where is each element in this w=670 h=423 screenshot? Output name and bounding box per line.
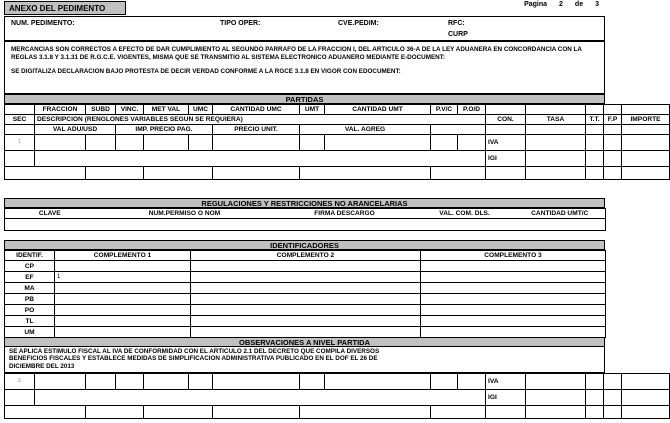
regulaciones-data-row <box>5 219 606 231</box>
partidas-cell-extra-2[interactable] <box>431 167 486 180</box>
observaciones-contrib-iva: IVA <box>486 374 526 390</box>
header-precio-unit: PRECIO UNIT. <box>213 125 300 135</box>
identificadores-identif-cell[interactable]: CP <box>5 261 55 272</box>
header-con: CON. <box>486 115 526 125</box>
header-clave: CLAVE <box>5 209 95 219</box>
obs-cell-pvc[interactable] <box>431 374 458 390</box>
regulaciones-header-row <box>5 209 606 219</box>
page-indicator <box>524 1 599 8</box>
obs-cell-vinc[interactable] <box>116 374 144 390</box>
partidas-data-row-iva <box>5 135 670 151</box>
obs-cell-pod[interactable] <box>458 374 486 390</box>
obs-cell-imp-precio[interactable] <box>86 406 144 419</box>
partidas-table <box>4 104 670 180</box>
partidas-cell-val-adu[interactable] <box>5 167 86 180</box>
partidas-blank-tt-1 <box>586 105 604 115</box>
obs-cell-umt[interactable] <box>300 374 325 390</box>
label-rfc: RFC: <box>448 20 465 27</box>
partidas-blank-fp-3 <box>604 125 622 135</box>
identificadores-section <box>4 240 605 338</box>
header-num-permiso: NUM.PERMISO O NOM <box>95 209 275 219</box>
table-row <box>5 327 606 338</box>
observaciones-values-row <box>5 406 670 419</box>
identificadores-complemento-3-cell[interactable] <box>421 294 606 305</box>
obs-cell-fp-iva[interactable] <box>604 374 622 390</box>
partidas-cell-fp-igi[interactable] <box>604 151 622 167</box>
identificadores-complemento-1-cell[interactable] <box>55 294 191 305</box>
partidas-cell-tt-6[interactable] <box>586 167 604 180</box>
header-val-agreg: VAL. AGREG <box>300 125 431 135</box>
observaciones-line-1: SE APLICA ESTIMULO FISCAL AL IVA DE CONFORMIDAD CON EL ARTICULO 2.1 DEL DECRETO QUE COMPILA DIVERSOS <box>9 348 380 355</box>
header-val-com-dls: VAL. COM. DLS. <box>415 209 515 219</box>
page-label: Pagina <box>524 1 548 8</box>
partidas-cell-tasa-igi[interactable] <box>526 151 586 167</box>
obs-cell-tt[interactable] <box>586 406 604 419</box>
identificadores-complemento-1-cell[interactable] <box>55 327 191 338</box>
identificadores-complemento-3-cell[interactable] <box>421 261 606 272</box>
partidas-cell-cantidad-umc[interactable] <box>213 135 300 151</box>
partidas-cell-cantidad-umt[interactable] <box>325 135 431 151</box>
pedimento-header-box <box>4 16 605 41</box>
partidas-cell-extra-1[interactable] <box>300 167 431 180</box>
obs-cell-fraccion[interactable] <box>35 374 86 390</box>
table-row <box>5 272 606 283</box>
partidas-sec-spacer <box>5 105 35 115</box>
partidas-blank-con-1 <box>486 105 526 115</box>
observaciones-text-box <box>4 347 605 373</box>
header-complemento-1: COMPLEMENTO 1 <box>55 251 191 261</box>
obs-cell-metval[interactable] <box>144 374 189 390</box>
label-num-pedimento: NUM. PEDIMENTO: <box>11 20 75 27</box>
identificadores-identif-cell[interactable]: UM <box>5 327 55 338</box>
partidas-sec-blank-3 <box>5 125 35 135</box>
partidas-cell-pvc[interactable] <box>431 135 458 151</box>
header-pod: P.O/D <box>458 105 486 115</box>
partidas-cell-fp-iva[interactable] <box>604 135 622 151</box>
identificadores-complemento-1-cell[interactable] <box>55 305 191 316</box>
obs-cell-importe-igi[interactable] <box>622 390 670 406</box>
partidas-blank-fp-1 <box>604 105 622 115</box>
identificadores-identif-cell[interactable]: TL <box>5 316 55 327</box>
partidas-cell-descripcion[interactable] <box>35 151 486 167</box>
partidas-header-row-3 <box>5 125 670 135</box>
header-tt: T.T. <box>586 115 604 125</box>
identificadores-table <box>4 250 606 338</box>
table-row <box>5 316 606 327</box>
partidas-cell-pod[interactable] <box>458 135 486 151</box>
partidas-cell-metval[interactable] <box>144 135 189 151</box>
top-strip <box>0 0 609 16</box>
obs-cell-tt-igi[interactable] <box>586 390 604 406</box>
identificadores-complemento-1-cell[interactable] <box>55 261 191 272</box>
observaciones-section <box>4 337 605 419</box>
partidas-cell-tasa-iva[interactable] <box>526 135 586 151</box>
partidas-blank-con-3 <box>486 125 526 135</box>
partidas-header-row-2 <box>5 115 670 125</box>
partidas-blank-tt-3 <box>586 125 604 135</box>
identificadores-complemento-1-cell[interactable] <box>55 316 191 327</box>
header-cantidad-umtc: CANTIDAD UMT/C <box>515 209 606 219</box>
regulaciones-section <box>4 198 605 231</box>
partidas-blank-row3-a <box>431 125 486 135</box>
obs-cell-tasa[interactable] <box>526 406 586 419</box>
partidas-blank-tasa-3 <box>526 125 586 135</box>
observaciones-band-title: OBSERVACIONES A NIVEL PARTIDA <box>4 337 605 347</box>
partidas-band-title: PARTIDAS <box>4 94 605 104</box>
table-row <box>5 261 606 272</box>
identificadores-complemento-2-cell[interactable] <box>191 272 421 283</box>
regulaciones-data-cell[interactable] <box>5 219 606 231</box>
observaciones-sec-value: 2 <box>5 374 35 390</box>
obs-cell-extra-1[interactable] <box>300 406 431 419</box>
header-cantidad-umc: CANTIDAD UMC <box>213 105 300 115</box>
identificadores-complemento-3-cell[interactable] <box>421 327 606 338</box>
label-curp: CURP <box>448 31 468 38</box>
identificadores-complemento-1-cell[interactable] <box>55 283 191 294</box>
observaciones-table <box>4 373 670 419</box>
partidas-cell-vinc[interactable] <box>116 135 144 151</box>
header-descripcion: DESCRIPCION (RENGLONES VARIABLES SEGUN SE REQUIERA) <box>35 115 486 125</box>
header-complemento-2: COMPLEMENTO 2 <box>191 251 421 261</box>
obs-cell-importe-iva[interactable] <box>622 374 670 390</box>
header-importe: IMPORTE <box>622 115 670 125</box>
header-subd: SUBD <box>86 105 116 115</box>
identificadores-complemento-3-cell[interactable] <box>421 305 606 316</box>
regulaciones-table <box>4 208 606 231</box>
partidas-cell-umc[interactable] <box>189 135 213 151</box>
identificadores-body <box>5 261 606 338</box>
header-vinc: VINC. <box>116 105 144 115</box>
header-sec: SEC <box>5 115 35 125</box>
partidas-cell-tt-iva[interactable] <box>586 135 604 151</box>
obs-cell-umc[interactable] <box>189 374 213 390</box>
identificadores-complemento-2-cell[interactable] <box>191 294 421 305</box>
partidas-contrib-iva: IVA <box>486 135 526 151</box>
obs-cell-tt-iva[interactable] <box>586 374 604 390</box>
document-title: ANEXO DEL PEDIMENTO <box>4 1 126 15</box>
header-identif: IDENTIF. <box>5 251 55 261</box>
identificadores-complemento-2-cell[interactable] <box>191 316 421 327</box>
identificadores-identif-cell[interactable]: MA <box>5 283 55 294</box>
identificadores-complemento-3-cell[interactable] <box>421 283 606 294</box>
identificadores-identif-cell[interactable]: PO <box>5 305 55 316</box>
partidas-cell-importe-6[interactable] <box>622 167 670 180</box>
obs-cell-descripcion[interactable] <box>35 390 486 406</box>
header-cantidad-umt: CANTIDAD UMT <box>325 105 431 115</box>
legal-paragraph-1: MERCANCIAS SON CORRECTOS A EFECTO DE DAR CUMPLIMIENTO AL SEGUNDO PARRAFO DE LA FRACCION I, DEL ARTICULO 36-A DE LA LEY ADUANERA EN CONCORDANCIA CON LA REGLAS 3.1.8 Y 3.1.31 DE R.G.C.E. VIGENTES, MISMA QUE SE TRANSMITIO AL SISTEMA ELECTRONICO ADUANERO MEDIANTE E-DOCUMENT: <box>11 46 582 61</box>
regulaciones-band-title: REGULACIONES Y RESTRICCIONES NO ARANCELARIAS <box>4 198 605 208</box>
partidas-cell-umt[interactable] <box>300 135 325 151</box>
identificadores-header-row <box>5 251 606 261</box>
identificadores-complemento-2-cell[interactable] <box>191 327 421 338</box>
obs-cell-extra-2[interactable] <box>431 406 486 419</box>
identificadores-complemento-3-cell[interactable] <box>421 316 606 327</box>
obs-cell-tasa-igi[interactable] <box>526 390 586 406</box>
page-number: 2 <box>559 1 563 8</box>
header-tasa: TASA <box>526 115 586 125</box>
obs-cell-tasa-iva[interactable] <box>526 374 586 390</box>
partidas-cell-fraccion[interactable] <box>35 135 86 151</box>
partidas-cell-tt-igi[interactable] <box>586 151 604 167</box>
header-umt: UMT <box>300 105 325 115</box>
identificadores-identif-cell[interactable]: PB <box>5 294 55 305</box>
partidas-sec-value: 1 <box>5 135 35 151</box>
partidas-blank-importe-3 <box>622 125 670 135</box>
header-complemento-3: COMPLEMENTO 3 <box>421 251 606 261</box>
partidas-sec-blank-5 <box>5 151 35 167</box>
observaciones-line-2: BENEFICIOS FISCALES Y ESTABLECE MEDIDAS DE SIMPLIFICACION ADMINISTRATIVA PUBLICADO EN EL DOF EL 26 DE <box>9 355 378 363</box>
identificadores-complemento-2-cell[interactable] <box>191 305 421 316</box>
legal-notice-box <box>4 41 605 94</box>
partidas-cell-tasa-6[interactable] <box>526 167 586 180</box>
obs-cell-con[interactable] <box>486 406 526 419</box>
identificadores-identif-cell[interactable]: EF <box>5 272 55 283</box>
obs-cell-cantidad-umc[interactable] <box>213 374 300 390</box>
partidas-cell-importe-igi[interactable] <box>622 151 670 167</box>
identificadores-complemento-2-cell[interactable] <box>191 261 421 272</box>
partidas-section <box>4 94 661 180</box>
obs-cell-fp-igi[interactable] <box>604 390 622 406</box>
partidas-blank-importe-1 <box>622 105 670 115</box>
identificadores-band-title: IDENTIFICADORES <box>4 240 605 250</box>
table-row <box>5 294 606 305</box>
header-val-adu-usd: VAL ADU/USD <box>35 125 116 135</box>
header-pvc: P.V/C <box>431 105 458 115</box>
partidas-cell-precio-unit[interactable] <box>144 167 213 180</box>
page-total: 3 <box>595 1 599 8</box>
obs-cell-cantidad-umt[interactable] <box>325 374 431 390</box>
header-firma-descargo: FIRMA DESCARGO <box>275 209 415 219</box>
partidas-values-row <box>5 167 670 180</box>
label-tipo-oper: TIPO OPER: <box>220 20 261 27</box>
table-row <box>5 283 606 294</box>
identificadores-complemento-3-cell[interactable] <box>421 272 606 283</box>
partidas-cell-val-agreg[interactable] <box>213 167 300 180</box>
partidas-contrib-igi: IGI <box>486 151 526 167</box>
obs-cell-val-adu[interactable] <box>5 406 86 419</box>
label-cve-pedim: CVE.PEDIM: <box>338 20 379 27</box>
obs-cell-subd[interactable] <box>86 374 116 390</box>
partidas-cell-imp-precio[interactable] <box>86 167 144 180</box>
partidas-data-row-igi <box>5 151 670 167</box>
header-fp: F.P <box>604 115 622 125</box>
partidas-cell-importe-iva[interactable] <box>622 135 670 151</box>
table-row <box>5 305 606 316</box>
header-met-val: MET VAL <box>144 105 189 115</box>
identificadores-complemento-2-cell[interactable] <box>191 283 421 294</box>
partidas-cell-con-6[interactable] <box>486 167 526 180</box>
page-of-label: de <box>574 1 584 8</box>
partidas-cell-subd[interactable] <box>86 135 116 151</box>
observaciones-contrib-igi: IGI <box>486 390 526 406</box>
header-umc: UMC <box>189 105 213 115</box>
partidas-header-row-1 <box>5 105 670 115</box>
partidas-cell-fp-6[interactable] <box>604 167 622 180</box>
identificadores-complemento-1-cell[interactable]: 1 <box>55 272 191 283</box>
obs-cell-precio-unit[interactable] <box>144 406 213 419</box>
header-imp-precio-pag: IMP. PRECIO PAG. <box>116 125 213 135</box>
header-fraccion: FRACCION <box>35 105 86 115</box>
observaciones-data-row-iva <box>5 374 670 390</box>
obs-cell-val-agreg[interactable] <box>213 406 300 419</box>
observaciones-data-row-igi <box>5 390 670 406</box>
obs-cell-fp[interactable] <box>604 406 622 419</box>
obs-cell-importe[interactable] <box>622 406 670 419</box>
legal-paragraph-2: SE DIGITALIZA DECLARACION BAJO PROTESTA DE DECIR VERDAD CONFORME A LA RGCE 3.1.8 EN VIGOR CON EDOCUMENT: <box>11 68 401 76</box>
observaciones-sec-blank <box>5 390 35 406</box>
partidas-blank-tasa-1 <box>526 105 586 115</box>
observaciones-line-3: DICIEMBRE DEL 2013 <box>9 362 75 370</box>
